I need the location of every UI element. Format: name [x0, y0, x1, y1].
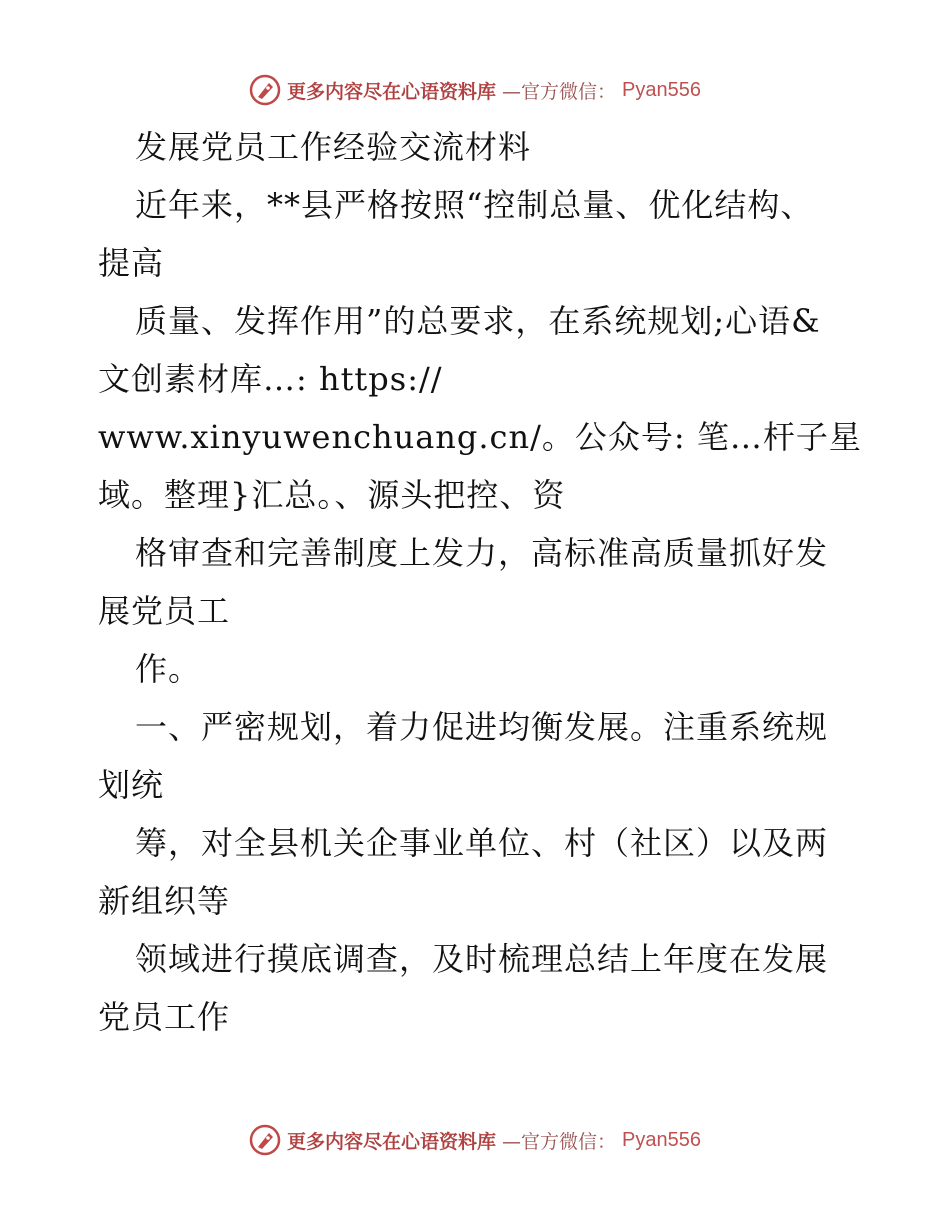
banner-separator: —官方微信：	[502, 1130, 617, 1153]
text-line: 域。整理}汇总。、源头把控、资	[98, 476, 566, 514]
text-line: 文创素材库…: https://	[98, 360, 443, 398]
text-line: 提高	[98, 244, 165, 282]
text-line: 领域进行摸底调查，及时梳理总结上年度在发展	[135, 940, 829, 978]
text-line: www.xinyuwenchuang.cn/。公众号: 笔…杆子星	[98, 418, 862, 456]
banner-text: 更多内容尽在心语资料库	[287, 80, 497, 103]
footer-watermark-banner	[0, 1120, 950, 1160]
text-line: 新组织等	[98, 882, 231, 920]
text-line: 作。	[135, 650, 202, 688]
text-line: 党员工作	[98, 998, 231, 1036]
text-line: 划统	[98, 766, 165, 804]
pen-nib-logo-icon	[249, 74, 281, 106]
header-watermark-banner	[0, 70, 950, 110]
text-line: 展党员工	[98, 592, 231, 630]
banner-separator: —官方微信：	[502, 80, 617, 103]
text-line: 筹，对全县机关企事业单位、村（社区）以及两	[135, 824, 829, 862]
pen-nib-logo-icon	[249, 1124, 281, 1156]
document-body	[98, 118, 862, 1046]
wechat-id: Pyan556	[622, 1128, 701, 1151]
section-heading-line: 一、严密规划，着力促进均衡发展。注重系统规	[135, 708, 829, 746]
text-line: 质量、发挥作用”的总要求，在系统规划;心语&	[135, 302, 821, 340]
document-title: 发展党员工作经验交流材料	[135, 128, 532, 166]
wechat-id: Pyan556	[622, 78, 701, 101]
text-line: 格审查和完善制度上发力，高标准高质量抓好发	[135, 534, 829, 572]
banner-text: 更多内容尽在心语资料库	[287, 1130, 497, 1153]
text-line: 近年来，**县严格按照“控制总量、优化结构、	[135, 186, 814, 224]
